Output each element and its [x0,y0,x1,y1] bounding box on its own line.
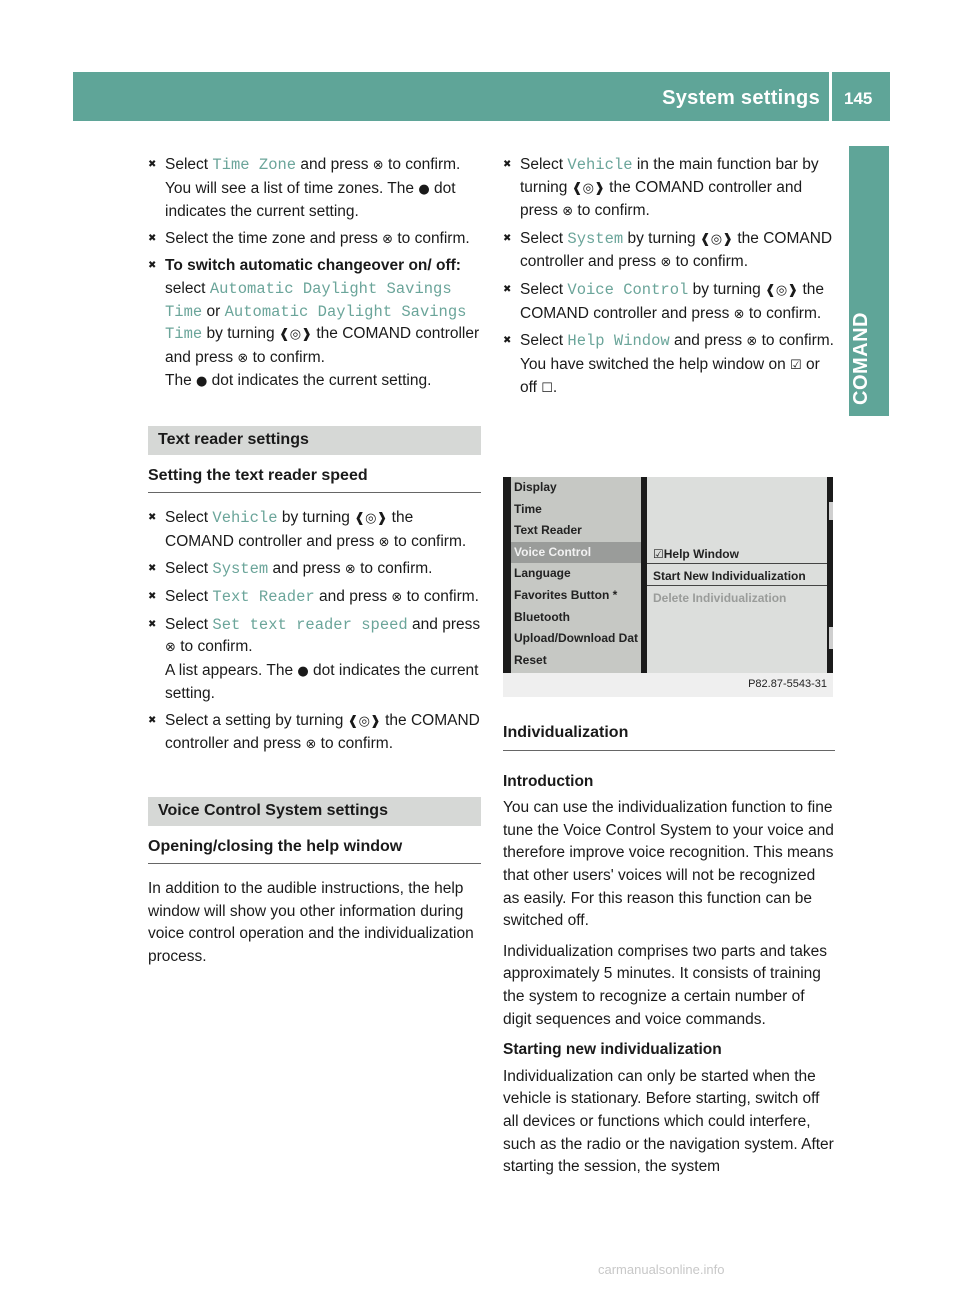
step-select-time-zone: ✖ Select Time Zone and press ⊗ to confirm. You will see a list of time zones. The ● dot indicates the current setting. [148,154,481,224]
screen-scroll-thumb [829,502,833,520]
dot-icon: ● [297,663,309,679]
screen-menu-item: Text Reader [514,523,582,538]
step-r-select-system: ✖ Select System by turning ❰◎❱ the COMAND controller and press ⊗ to confirm. [503,228,835,275]
intro-paragraph-1: You can use the individualization function to fine tune the Voice Control System to your voice and therefore improve voice recognition. This means that other users' voices will not be recognized as easily. For this reason this function can be switched off. [503,799,834,930]
step-select-speed: ✖ Select Set text reader speed and press ⊗ to confirm. A list appears. The ● dot indicates the current setting. [148,614,481,706]
screen-submenu-delete: Delete Individualization [653,591,787,605]
subsection-help-window: Opening/closing the help window [148,836,481,865]
turn-controller-icon: ❰◎❱ [347,713,381,729]
checkbox-empty-icon: ☐ [541,381,553,397]
turn-controller-icon: ❰◎❱ [278,327,313,343]
section-text-reader: Text reader settings [148,426,481,455]
turn-controller-icon: ❰◎❱ [765,282,799,298]
section-voice-control: Voice Control System settings [148,797,481,826]
screen-scroll-thumb [829,627,833,649]
right-column [503,154,835,405]
comand-screen-image [503,477,833,697]
subsection-text-reader-speed: Setting the text reader speed [148,465,481,494]
turn-controller-icon: ❰◎❱ [354,511,388,527]
screen-submenu-help-window: ☑Help Window [653,547,739,561]
press-icon: ⊗ [660,255,672,271]
press-icon: ⊗ [344,562,356,578]
header-separator [829,72,832,121]
step-select-text-reader: ✖ Select Text Reader and press ⊗ to confirm. [148,586,481,610]
side-tab-label: COMAND [850,312,872,405]
step-select-vehicle: ✖ Select Vehicle by turning ❰◎❱ the COMAND controller and press ⊗ to confirm. [148,507,481,554]
screen-menu-item: Time [514,501,542,516]
turn-controller-icon: ❰◎❱ [571,180,605,196]
press-icon: ⊗ [733,306,745,322]
screen-menu-item: Reset [514,652,547,667]
press-icon: ⊗ [746,334,758,350]
press-icon: ⊗ [562,204,574,220]
press-icon: ⊗ [372,158,384,173]
starting-paragraph: Individualization can only be started when the vehicle is stationary. Before starting, switch off all devices or functions which could interfere, such as the radio or the navigation system. After starting the session, the system [503,1067,834,1176]
checkbox-checked-icon: ☑ [790,357,802,373]
step-select-zone: ✖ Select the time zone and press ⊗ to confirm. [148,228,481,252]
screen-caption-bar [503,673,833,697]
heading-introduction: Introduction [503,772,594,790]
press-icon: ⊗ [391,589,403,605]
press-icon: ⊗ [237,350,249,366]
screen-submenu-start: Start New Individualization [653,569,806,583]
step-select-setting: ✖ Select a setting by turning ❰◎❱ the COMAND controller and press ⊗ to confirm. [148,710,481,757]
step-r-select-vehicle: ✖ Select Vehicle in the main function bar by turning ❰◎❱ the COMAND controller and press ⊗ to confirm. [503,154,835,224]
press-icon: ⊗ [382,231,394,247]
screen-menu-item: Display [514,480,557,494]
dot-icon: ● [418,181,430,197]
step-select-system: ✖ Select System and press ⊗ to confirm. [148,558,481,582]
subsection-individualization: Individualization [503,722,835,751]
left-column [148,154,481,977]
step-auto-changeover: ✖ To switch automatic changeover on/ off: select Automatic Daylight Savings Time or Automatic Daylight Savings Time by turning ❰◎❱ the COMAND controller and press ⊗ to confirm. The ● dot indicates the current setting. [148,255,481,394]
screen-menu-item: Bluetooth [514,609,570,624]
step-r-select-help-window: ✖ Select Help Window and press ⊗ to confirm. You have switched the help window on ☑ or off ☐. [503,330,835,401]
intro-paragraph-2: Individualization comprises two parts and takes approximately 5 minutes. It consists of training the system to recognize a certain number of digit sequences and voice commands. [503,942,827,1028]
step-r-select-voice-control: ✖ Select Voice Control by turning ❰◎❱ the COMAND controller and press ⊗ to confirm. [503,279,835,326]
screen-divider [647,585,827,586]
dot-icon: ● [196,374,208,390]
turn-controller-icon: ❰◎❱ [699,231,734,247]
screen-submenu [647,477,827,673]
screen-menu-item-selected: Voice Control [511,542,641,564]
help-window-intro: In addition to the audible instructions, the help window will show you other information during voice control operation and the individualization process. [148,880,474,966]
page-number: 145 [844,89,873,108]
screen-divider [647,563,827,564]
press-icon: ⊗ [305,737,317,753]
watermark: carmanualsonline.info [598,1262,725,1277]
right-column-lower [503,722,835,1187]
screen-menu-item: Favorites Button * [514,587,618,602]
press-icon: ⊗ [165,640,176,656]
screen-menu [511,477,641,673]
page-title: System settings [662,87,820,109]
screen-menu-item: Language [514,566,571,581]
image-reference-code: P82.87-5543-31 [748,678,827,690]
press-icon: ⊗ [378,534,390,550]
heading-starting-individualization: Starting new individualization [503,1041,722,1059]
screen-menu-item: Upload/Download Dat [514,631,638,646]
